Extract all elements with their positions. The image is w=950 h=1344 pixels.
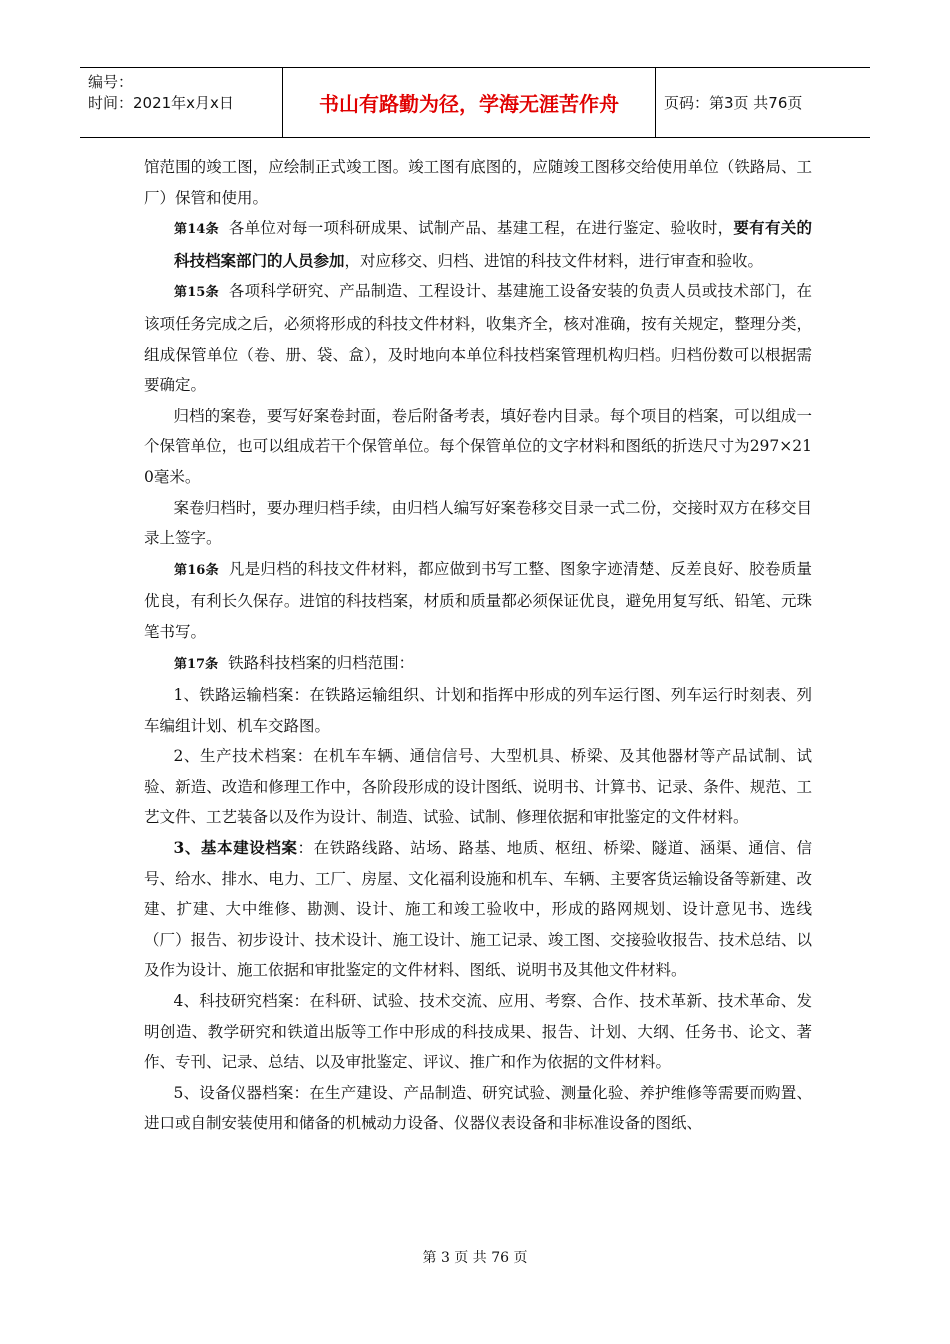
list-item-2: 2、生产技术档案：在机车车辆、通信信号、大型机具、桥梁、及其他器材等产品试制、试验、新造、改造和修理工作中，各阶段形成的设计图纸、说明书、计算书、记录、条件、规范、工艺文件、工艺装备以及作为设计、制造、试验、试制、修理依据和审批鉴定的文件材料。: [144, 747, 812, 827]
document-body: [144, 152, 812, 1139]
time-label: 时间：2021年x月x日: [88, 94, 234, 112]
paragraph-archive-procedure: 案卷归档时，要办理归档手续，由归档人编写好案卷移交目录一式二份，交接时双方在移交目录上签字。: [144, 498, 812, 548]
article-number: 第17条: [174, 656, 219, 672]
article-15: [144, 276, 812, 400]
number-label: 编号：: [88, 73, 134, 91]
header-meta: [80, 68, 282, 137]
paragraph-0: 馆范围的竣工图，应绘制正式竣工图。竣工图有底图的，应随竣工图移交给使用单位（铁路局、工厂）保管和使用。: [144, 158, 812, 207]
header-page-label: 页码：第3页 共76页: [664, 94, 803, 112]
article-17: [144, 648, 812, 681]
list-item-3: [144, 833, 812, 986]
article-14: [144, 213, 812, 276]
article-14-text-bold: 要有有关的科技档案部门的人员参加: [174, 218, 812, 270]
article-14-text-b: ，对应移交、归档、进馆的科技文件材料，进行审查和验收。: [344, 251, 764, 270]
page-header: [80, 67, 870, 138]
page-footer: 第 3 页 共 76 页: [422, 1250, 528, 1266]
article-number: 第14条: [174, 222, 219, 238]
header-motto: 书山有路勤为径，学海无涯苦作舟: [282, 68, 656, 137]
article-14-text-a: 各单位对每一项科研成果、试制产品、基建工程，在进行鉴定、验收时，: [228, 219, 734, 238]
article-17-text: 铁路科技档案的归档范围：: [228, 653, 415, 672]
article-16-text: 凡是归档的科技文件材料，都应做到书写工整、图象字迹清楚、反差良好、胶卷质量优良，有利长久保存。进馆的科技档案，材质和质量都必须保证优良，避免用复写纸、铅笔、元珠笔书写。: [144, 559, 812, 641]
article-15-text: 各项科学研究、产品制造、工程设计、基建施工设备安装的负责人员或技术部门，在该项任务完成之后，必须将形成的科技文件材料，收集齐全，核对准确，按有关规定，整理分类，组成保管单位（卷、册、袋、盒），及时地向本单位科技档案管理机构归档。归档份数可以根据需要确定。: [144, 282, 812, 395]
list-item-5: 5、设备仪器档案：在生产建设、产品制造、研究试验、测量化验、养护维修等需要而购置、进口或自制安装使用和储备的机械动力设备、仪器仪表设备和非标准设备的图纸、: [144, 1083, 812, 1133]
list-item-4: 4、科技研究档案：在科研、试验、技术交流、应用、考察、合作、技术革新、技术革命、发明创造、教学研究和铁道出版等工作中形成的科技成果、报告、计划、大纲、任务书、论文、著作、专刊、记录、总结、以及审批鉴定、评议、推广和作为依据的文件材料。: [144, 992, 812, 1072]
paragraph-archive-volumes: 归档的案卷，要写好案卷封面，卷后附备考表，填好卷内目录。每个项目的档案，可以组成一个保管单位，也可以组成若干个保管单位。每个保管单位的文字材料和图纸的折迭尺寸为297×210毫米。: [144, 406, 812, 486]
list-item-3-title: 3、基本建设档案: [173, 838, 298, 858]
list-item-3-text: ：在铁路线路、站场、路基、地质、枢纽、桥梁、隧道、涵渠、通信、信号、给水、排水、电力、工厂、房屋、文化福利设施和机车、车辆、主要客货运输设备等新建、改建、扩建、大中维修、勘测、设计、施工和竣工验收中，形成的路网规划、设计意见书、选线（厂）报告、初步设计、技术设计、施工设计、施工记录、竣工图、交接验收报告、技术总结、以及作为设计、施工依据和审批鉴定的文件材料、图纸、说明书及其他文件材料。: [144, 839, 812, 980]
article-number: 第15条: [174, 285, 219, 301]
article-number: 第16条: [174, 562, 219, 578]
list-item-1: 1、铁路运输档案：在铁路运输组织、计划和指挥中形成的列车运行图、列车运行时刻表、列车编组计划、机车交路图。: [144, 686, 812, 735]
article-16: [144, 554, 812, 648]
